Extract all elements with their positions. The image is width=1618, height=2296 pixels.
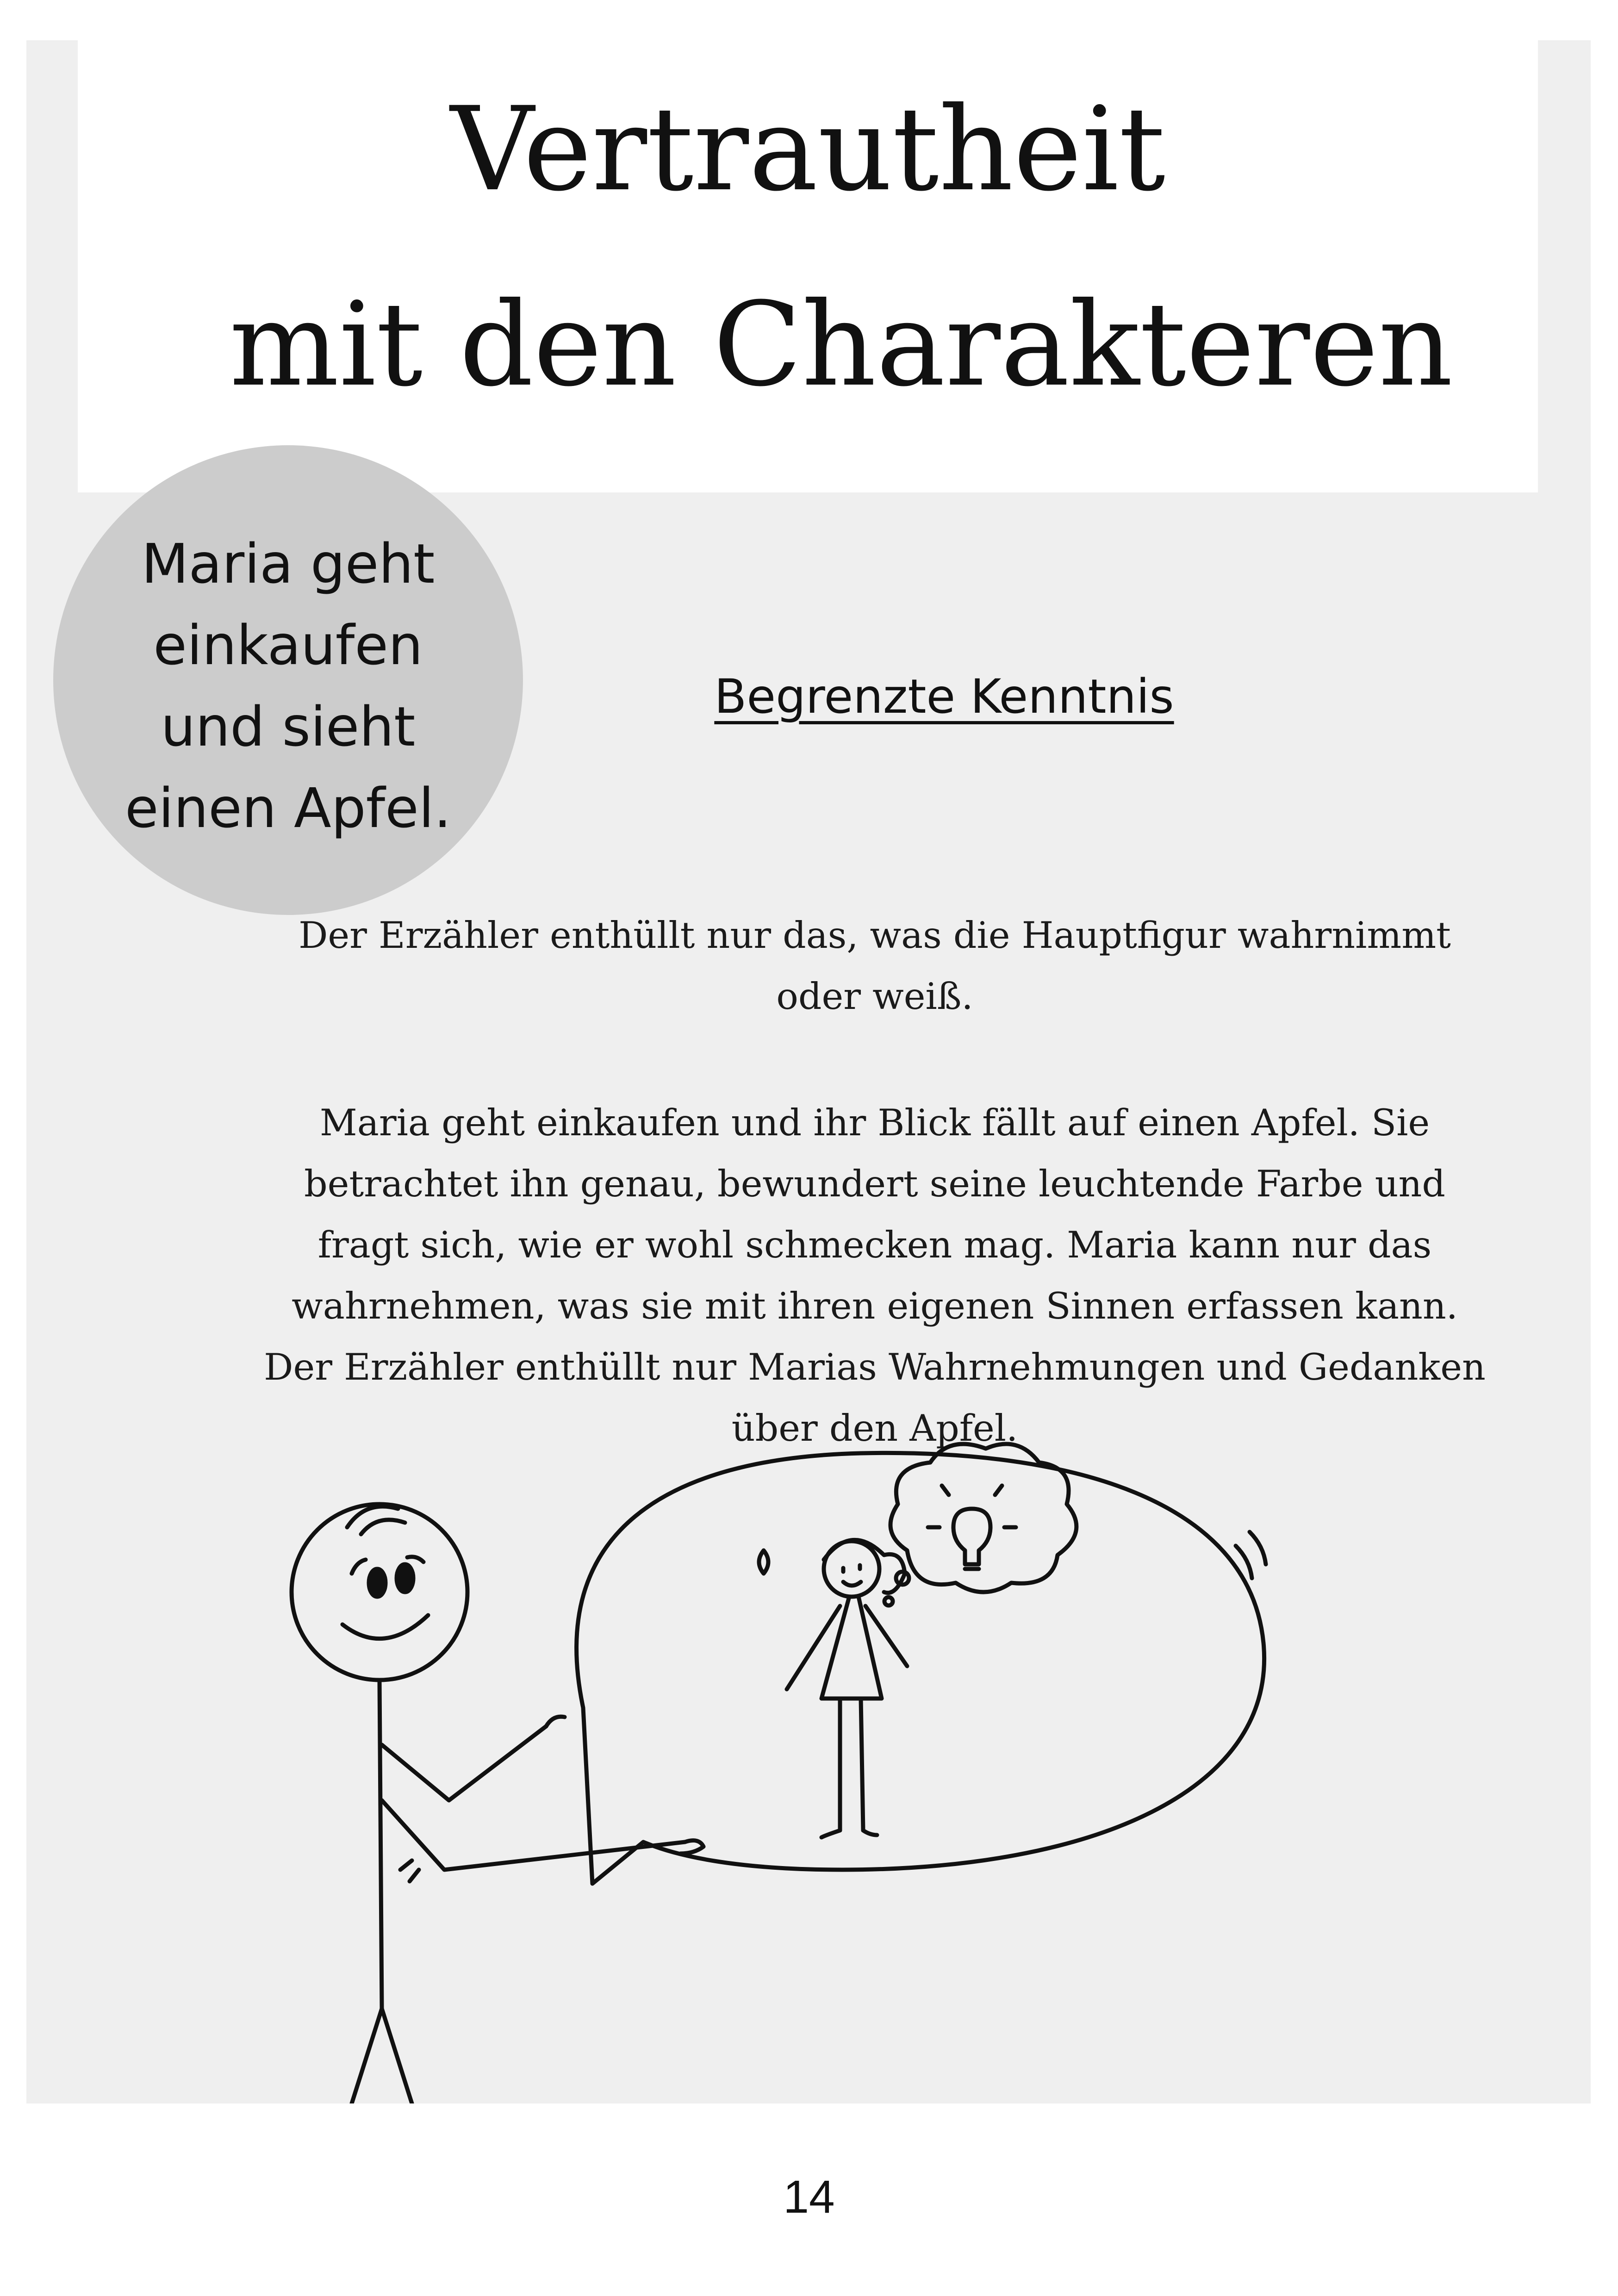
page-number: 14: [783, 2171, 835, 2223]
narrator-stick-figure-icon: [292, 1504, 703, 2103]
speech-bubble-icon: [577, 1453, 1266, 1884]
narrator-illustration: [259, 1439, 1277, 2103]
section-subheading: Begrenzte Kenntnis: [714, 669, 1174, 724]
page-title-line-1: Vertrautheit: [450, 82, 1165, 217]
summary-circle-label: Maria geht einkaufen und sieht einen Apfel.: [124, 532, 452, 840]
paragraph-definition: Der Erzähler enthüllt nur das, was die Hauptfigur wahrnimmt oder weiß.: [299, 914, 1451, 1018]
summary-circle-text: [53, 523, 523, 849]
girl-stick-figure-icon: [759, 1540, 907, 1837]
paragraph-example: Maria geht einkaufen und ihr Blick fällt auf einen Apfel. Sie betrachtet ihn genau, bewundert seine leuchtende Farbe und fragt sich, wie er wohl schmecken mag. Maria kann nur das wahrnehmen, was sie mit ihren eigenen Sinnen erfassen kann. Der Erzähler enthüllt nur Marias Wahrnehmungen und Gedanken über den Apfel.: [264, 1101, 1486, 1450]
page-title-line-2: mit den Charakteren: [229, 277, 1453, 412]
